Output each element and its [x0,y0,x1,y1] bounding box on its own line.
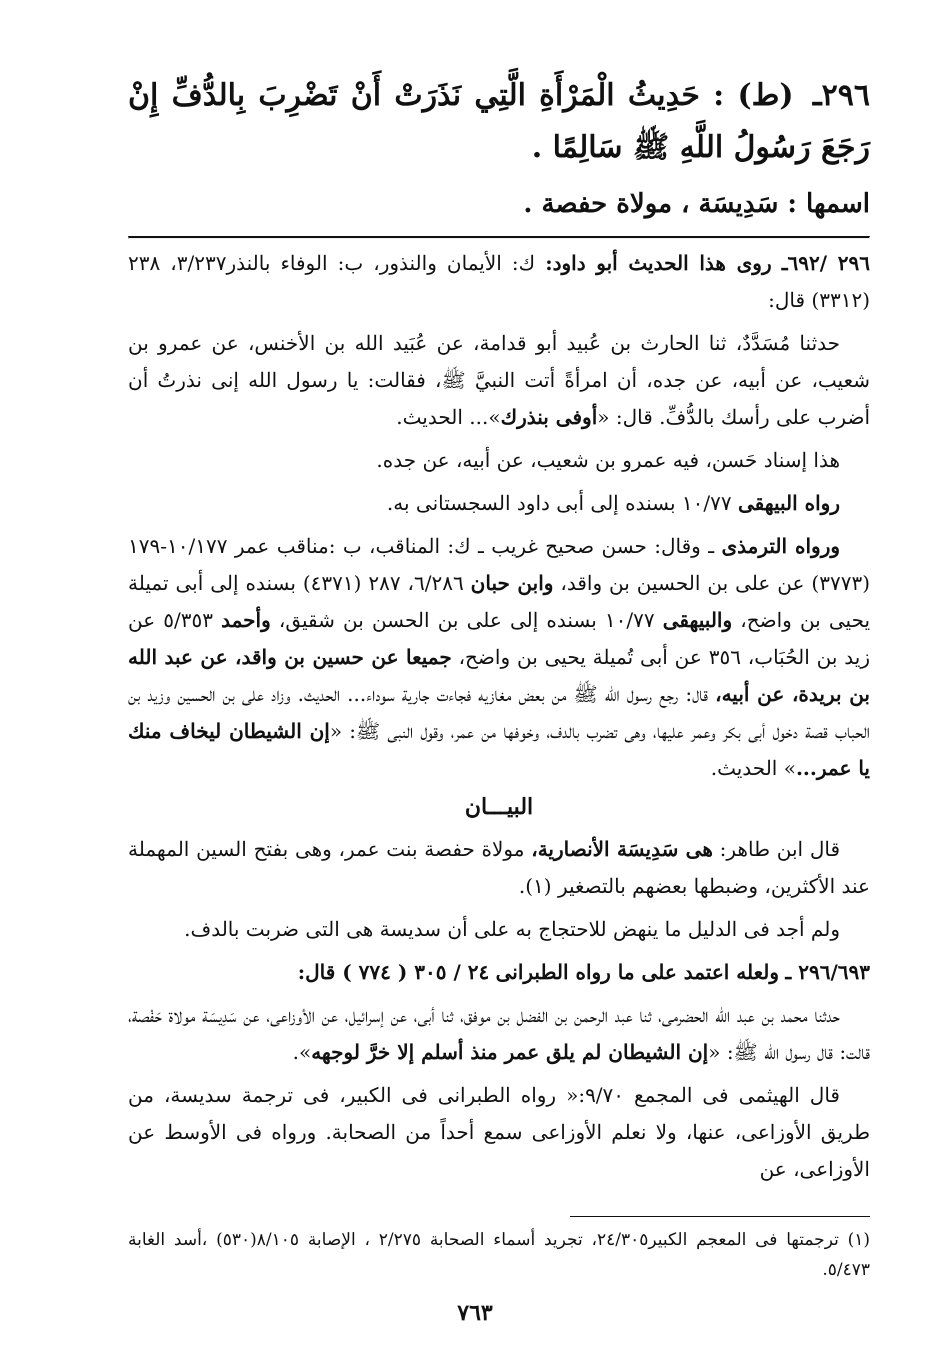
hadith-692-quote: أوفى بنذرك [500,405,598,429]
ibn-hibban: وابن حبان [470,571,554,595]
hadith-693-quote: إن الشيطان لم يلق عمر منذ أسلم إلا خرَّ لوجهه [311,1040,709,1064]
section-divider [128,236,870,239]
hadith-693-text [128,997,870,1071]
entry-name-line: اسمها : سَدِيسَة ، مولاة حفصة . [523,189,870,219]
entry-number: ٢٩٦ـ [812,78,870,113]
bayan-p1-b: مولاة حفصة بنت عمر، وهى بفتح السين المهملة عند الأكثرين، وضبطها بعضهم بالتصغير (١). [128,837,870,898]
tirmidhi-part-5: قال: رجع رسول الله ﷺ من بعض مغازيه فجاءت جارية سوداء... الحديث. وزاد على بن الحسين وزيد بن الحباب قصة دخول أبى بكر وعمر عليها، وهى تضرب بالدف، وخوفها من عمر، وقول النبى ﷺ: « [128,682,870,743]
tirmidhi-lead: ورواه الترمذى [721,534,841,558]
bayhaqi-lead: رواه البيهقى [737,491,840,515]
entry-title: (ط) : حَدِيثُ الْمَرْأَةِ الَّتِي نَذَرَتْ أَنْ تَضْرِبَ بِالدُّفِّ إِنْ رَجَعَ رَسُولُ اللَّهِ ﷺ سَالِمًا . [128,78,870,165]
hadith-693-body: حدثنا محمد بن عبد الله الحضرمى، ثنا عبد الرحمن بن الفضل بن موفق، ثنا أبى، عن إسرائيل، عن الأوزاعى، عن سَدِيسَة مولاة حَفْصة، قالت: قال رسول الله ﷺ: « [128,1003,870,1064]
hadith-692-lead: روى هذا الحديث أبو داود: [545,251,772,275]
hadith-692-source: ك: الأيمان والنذور، ب: الوفاء بالنذر٣/٢٣٧، ٢٣٨ (٣٣١٢) قال: [128,251,870,312]
bayan-paragraph-1 [128,831,870,905]
jamian-chain: جميعا عن حسين بن واقد، عن عبد الله بن بريدة، عن أبيه، [128,645,871,706]
entry-heading [128,70,870,174]
bayhaqi-note [128,485,870,522]
tirmidhi-end: » الحديث. [710,756,796,780]
footnote: (١) ترجمتها فى المعجم الكبير٢٤/٣٠٥، تجريد أسماء الصحابة ٢/٢٧٥ ، الإصابة ٨/١٠٥(٥٣٠) ،أسد الغابة ٥/٤٧٣. [128,1230,870,1280]
page-content [128,70,870,1285]
bayhaqi-rest: ١٠/٧٧ بسنده إلى أبى داود السجستانى به. [386,491,732,515]
hadith-693-end: ». [292,1040,312,1064]
hadith-692-body: حدثنا مُسَدَّدٌ، ثنا الحارث بن عُبيد أبو قدامة، عن عُبَيد الله بن الأخنس، عن عمرو بن شعيب، عن أبيه، عن جده، أن امرأةً أتت النبيَّ ﷺ، فقالت: يا رسول الله إنى نذرتُ أن أضرب على رأسك بالدُّفِّ. قال: « [128,331,870,429]
bayhaqi-2: والبيهقى [662,608,733,632]
bayan-paragraph-2: ولم أجد فى الدليل ما ينهض للاحتجاج به على أن سديسة هى التى ضربت بالدف. [184,917,840,941]
tirmidhi-part-3: ١٠/٧٧ بسنده إلى على بن الحسن بن شقيق، [278,608,655,632]
hadith-693-header [128,954,870,991]
page-number: ٧٦٣ [457,1300,493,1326]
ahmad: وأحمد [221,608,271,632]
tirmidhi-note [128,528,870,787]
tirmidhi-quote: إن الشيطان ليخاف منك يا عمر... [128,719,870,780]
tirmidhi-part-1: ـ وقال: حسن صحيح غريب ـ ك: المناقب، ب :مناقب عمر ١٠/١٧٧-١٧٩ (٣٧٧٣) عن على بن الحسين بن واقد، [128,534,870,595]
hadith-692-end: »... الحديث. [396,405,501,429]
tirmidhi-part-2: ٦/٢٨٦، ٢٨٧ (٤٣٧١) بسنده إلى أبى تميلة يحيى بن واضح، [128,571,871,632]
isnad-note: هذا إسناد حَسن، فيه عمرو بن شعيب، عن أبيه، عن جده. [376,448,840,472]
tirmidhi-part-4: ٥/٣٥٣ عن زيد بن الحُبَاب، ٣٥٦ عن أبى تُميلة يحيى بن واضح، [128,608,870,669]
bayan-title: البيـــان [464,794,534,820]
hadith-692-header [128,245,870,319]
hadith-693-ref: ٢٩٦/٦٩٣ ـ [785,960,870,984]
hadith-693-lead: ولعله اعتمد على ما رواه الطبرانى [495,960,780,984]
hadith-693-source: ٢٤ / ٣٠٥ ( ٧٧٤ ) قال: [297,960,490,984]
bayan-p1-bold: هى سَدِيسَة الأنصارية، [531,837,713,861]
hadith-692-ref: ٢٩٦ /٦٩٢ـ [781,251,870,275]
hadith-692-text [128,325,870,436]
haythami-note: قال الهيثمى فى المجمع ٩/٧٠:« رواه الطبرانى فى الكبير، فى ترجمة سديسة، من طريق الأوزاعى، عنها، ولا نعلم الأوزاعى سمع أحداً من الصحابة. ورواه فى الأوسط عن الأوزاعى، عن [128,1083,870,1181]
bayan-p1-a: قال ابن طاهر: [719,837,841,861]
footnote-divider [570,1216,870,1217]
